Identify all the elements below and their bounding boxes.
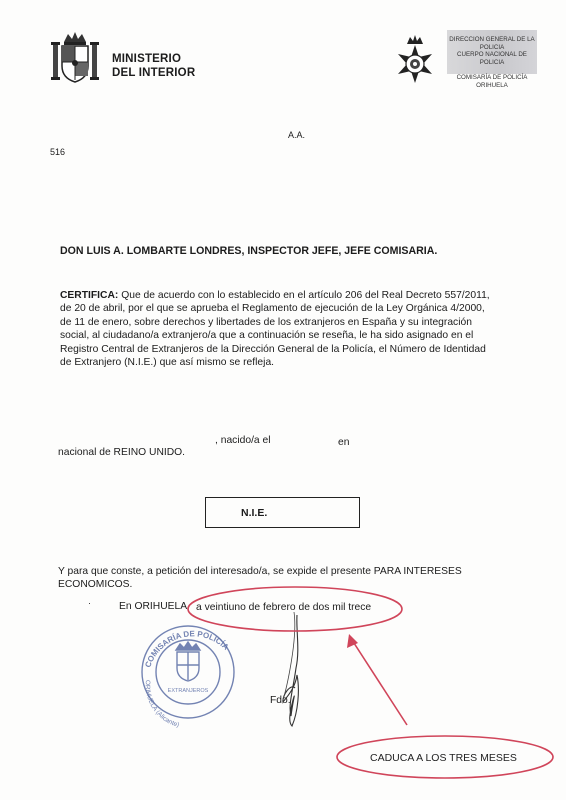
police-line-2: POLICIA bbox=[479, 43, 505, 51]
certifica-line-1: Que de acuerdo con lo establecido en el artículo 206 del Real Decreto 557/2011, bbox=[118, 290, 490, 301]
expiry-annotation-text: CADUCA A LOS TRES MESES bbox=[370, 752, 517, 764]
police-line-1: DIRECCION GENERAL DE LA bbox=[449, 36, 535, 43]
station-line-1: COMISARÍA DE POLICÍA bbox=[456, 74, 528, 81]
certifica-line-2: de 20 de abril, por el que se aprueba el Reglamento de ejecución de la Ley Orgánica 4/2000, bbox=[60, 303, 485, 315]
stamp-top-text: COMISARÍA DE POLICÍA bbox=[143, 629, 231, 669]
place-prefix: En ORIHUELA bbox=[119, 601, 188, 612]
certifica-line-3: de 11 de enero, sobre derechos y libertades de los extranjeros en España y su integración bbox=[60, 316, 472, 328]
certifica-label: CERTIFICA: bbox=[60, 290, 119, 301]
police-line-4: POLICIA bbox=[479, 58, 505, 66]
birth-nationality: nacional de REINO UNIDO. bbox=[58, 447, 186, 458]
stamp-middle-text: EXTRANJEROS bbox=[167, 688, 209, 694]
nie-label: N.I.E. bbox=[241, 507, 268, 519]
station-line-2: ORIHUELA bbox=[476, 81, 508, 89]
doc-ref-number: 516 bbox=[50, 147, 66, 157]
certifier-heading: DON LUIS A. LOMBARTE LONDRES, INSPECTOR JEFE, JEFE COMISARIA. bbox=[60, 245, 438, 257]
closing-line-2: ECONOMICOS. bbox=[58, 579, 133, 590]
certifica-line-5: Registro Central de Extranjeros de la Dirección General de la Policía, el Número de Identidad bbox=[60, 343, 486, 355]
certifica-line-6: de Extranjero (N.I.E.) que así mismo se refleja. bbox=[60, 357, 275, 369]
birth-en: en bbox=[338, 437, 350, 448]
doc-ref-aa: A.A. bbox=[288, 130, 306, 140]
signature-label: Fdo. bbox=[270, 695, 291, 706]
bullet-dot: · bbox=[88, 598, 91, 608]
police-line-3: CUERPO NACIONAL DE bbox=[457, 51, 527, 59]
ministry-name-line2: DEL INTERIOR bbox=[112, 67, 196, 79]
birth-nacido: , nacido/a el bbox=[215, 435, 271, 446]
stamp-bottom-text: ORIHUELA (Alicante) bbox=[143, 679, 180, 729]
ministry-name-line1: MINISTERIO bbox=[112, 53, 182, 65]
annotation-arrow bbox=[352, 640, 407, 725]
expiry-highlight-ellipse bbox=[337, 736, 553, 778]
certifica-line-4: social, al ciudadano/a extranjero/a que a continuación se reseña, le ha sido asignado en el bbox=[60, 330, 474, 342]
closing-line-1: Y para que conste, a petición del interesado/a, se expide el presente PARA INTERESES bbox=[58, 566, 462, 577]
issue-date: a veintiuno de febrero de dos mil trece bbox=[196, 602, 372, 613]
